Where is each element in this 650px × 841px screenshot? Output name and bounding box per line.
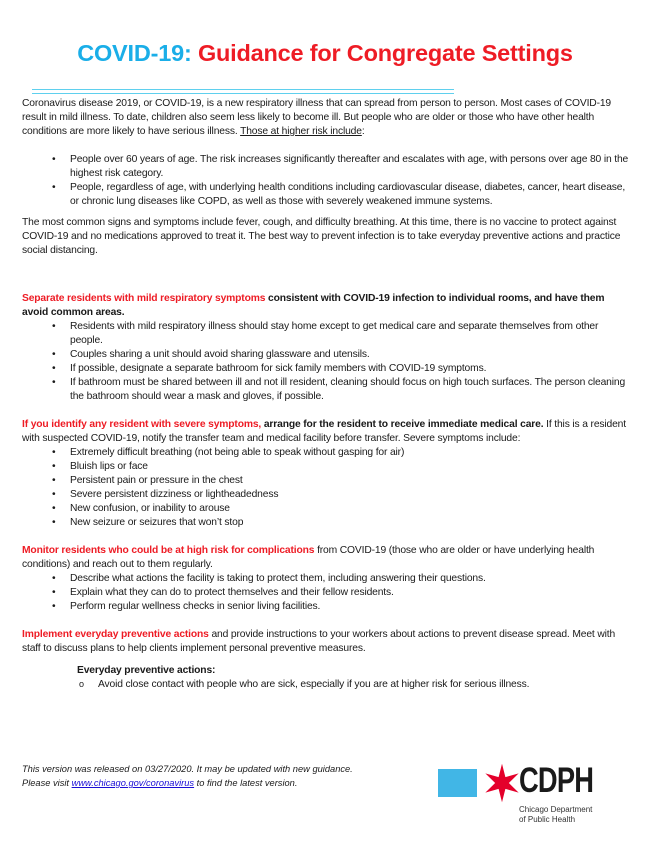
page-title — [0, 40, 650, 67]
list-item: • Perform regular wellness checks in senior living facilities. — [22, 600, 632, 614]
list-item: • New confusion, or inability to arouse — [22, 502, 632, 516]
logo-department-name — [519, 805, 592, 824]
logo-blue-square — [438, 769, 477, 797]
section-highlight: Monitor residents who could be at high risk for complications — [22, 545, 315, 556]
title-prefix: COVID-19: — [77, 40, 192, 66]
risk-lead: Those at higher risk include — [240, 126, 362, 137]
intro-paragraph — [22, 97, 632, 139]
dept-line-1: Chicago Department — [519, 805, 593, 814]
list-item: • Severe persistent dizziness or lightheadedness — [22, 488, 632, 502]
footer-note — [22, 762, 353, 790]
section-bold: consistent with COVID-19 infection to individual rooms, and have them avoid common areas. — [22, 293, 605, 318]
list-item: • Explain what they can do to protect themselves and their fellow residents. — [22, 586, 632, 600]
title-rule-top — [32, 89, 454, 90]
subheading-everyday-actions: Everyday preventive actions: — [77, 665, 216, 676]
visit-note — [22, 776, 353, 790]
logo-wordmark: CDPH — [519, 761, 594, 800]
section-heading-severe — [22, 418, 632, 446]
list-item: • Bluish lips or face — [22, 460, 632, 474]
release-note: This version was released on 03/27/2020. It may be updated with new guidance. — [22, 764, 353, 774]
section-highlight: Separate residents with mild respiratory symptoms — [22, 293, 266, 304]
list-item: • If bathroom must be shared between ill and not ill resident, cleaning should focus on high touch surfaces. The person cleaning the bathroom should wear a mask and gloves, if possible. — [22, 376, 632, 404]
document-body — [22, 95, 632, 692]
section-heading-implement — [22, 628, 632, 656]
section-text: and provide instructions to your workers about actions to prevent disease spread. Meet with staff to discuss plans to help clients implement personal preventive measures. — [22, 629, 616, 654]
risk-colon: : — [361, 126, 365, 137]
section-bold: arrange for the resident to receive immediate medical care. — [261, 419, 544, 430]
list-item: • People over 60 years of age. The risk increases significantly thereafter and escalates with age, with persons over age 80 in the highest risk category. — [22, 153, 632, 181]
intro-text: Coronavirus disease 2019, or COVID-19, is a new respiratory illness that can spread from person to person. Most cases of COVID-19 result in mild illness. To date, children also seem less likely to become ill. But people who are older or those who have other health conditions are more likely to have serious illness. — [22, 98, 612, 137]
monitor-list — [22, 572, 632, 614]
list-item: • People, regardless of age, with underlying health conditions including cardiovascular disease, diabetes, cancer, heart disease, or chronic lung diseases like COPD, as well as those with severely weakened immune systems. — [22, 181, 632, 209]
coronavirus-link[interactable]: www.chicago.gov/coronavirus — [71, 778, 195, 788]
chicago-star-icon — [482, 763, 522, 803]
cdph-logo — [438, 763, 598, 833]
list-item: o Avoid close contact with people who are sick, especially if you are at higher risk for serious illness. — [22, 678, 632, 692]
symptoms-paragraph: The most common signs and symptoms include fever, cough, and difficulty breathing. At this time, there is no vaccine to protect against COVID-19 and no medications approved to treat it. The best way to prevent infection is to take everyday preventive actions and practice social distancing. — [22, 217, 621, 256]
dept-line-2: of Public Health — [519, 814, 576, 824]
section-highlight: Implement everyday preventive actions — [22, 629, 209, 640]
visit-post: to find the latest version. — [194, 778, 298, 788]
section-text: If this is a resident with suspected COVID-19, notify the transfer team and medical facility before transfer. Severe symptoms include: — [22, 419, 626, 444]
section-text: from COVID-19 (those who are older or have underlying health conditions) and reach out to them regularly. — [22, 545, 595, 570]
risk-list — [22, 153, 632, 209]
title-main: Guidance for Congregate Settings — [191, 40, 573, 66]
list-item: • If possible, designate a separate bathroom for sick family members with COVID-19 symptoms. — [22, 362, 632, 376]
list-item: • New seizure or seizures that won’t stop — [22, 516, 632, 530]
everyday-actions-list — [22, 678, 632, 692]
list-item: • Persistent pain or pressure in the chest — [22, 474, 632, 488]
severe-symptoms-list — [22, 446, 632, 530]
title-rule-bottom — [32, 93, 454, 94]
list-item: • Couples sharing a unit should avoid sharing glassware and utensils. — [22, 348, 632, 362]
separate-list — [22, 320, 632, 404]
section-heading-monitor — [22, 544, 632, 572]
section-highlight: If you identify any resident with severe symptoms, — [22, 419, 262, 430]
list-item: • Residents with mild respiratory illness should stay home except to get medical care and separate themselves from other people. — [22, 320, 632, 348]
list-item: • Describe what actions the facility is taking to protect them, including answering their questions. — [22, 572, 632, 586]
visit-pre: Please visit — [22, 778, 72, 788]
section-heading-separate — [22, 292, 632, 320]
list-item: • Extremely difficult breathing (not being able to speak without gasping for air) — [22, 446, 632, 460]
